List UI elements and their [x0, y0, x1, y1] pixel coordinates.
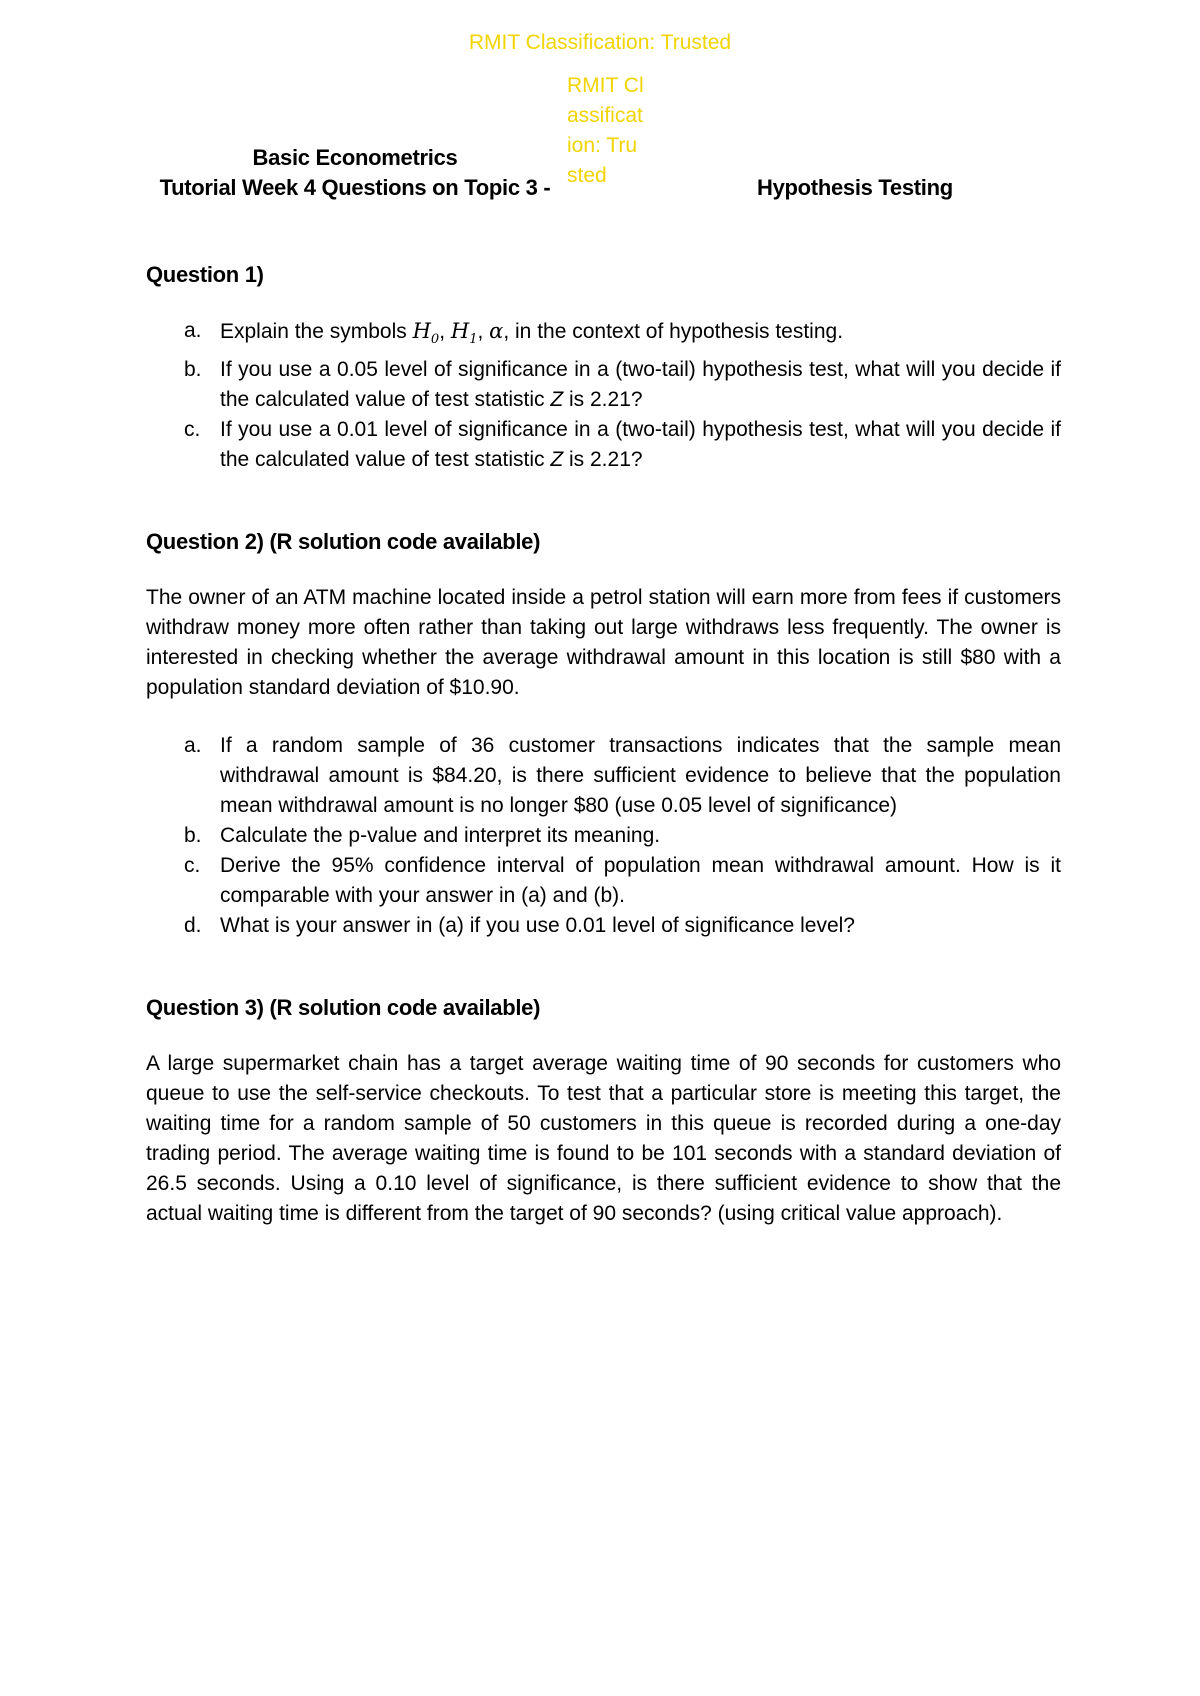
variable-z: Z — [550, 388, 564, 412]
document-body — [146, 260, 1061, 1229]
separator: , — [439, 320, 451, 343]
list-marker: b. — [184, 824, 202, 848]
tutorial-title: Tutorial Week 4 Questions on Topic 3 - — [159, 175, 551, 200]
symbol-h: H — [412, 319, 431, 343]
question-1-parts — [146, 316, 1061, 475]
document-title — [150, 143, 560, 203]
question-2 — [146, 527, 1061, 941]
list-marker: a. — [184, 319, 202, 342]
item-text: What is your answer in (a) if you use 0.01 level of significance level? — [220, 914, 855, 938]
item-text: is 2.21? — [563, 388, 643, 412]
question-2-heading: Question 2) (R solution code available) — [146, 529, 541, 555]
question-3 — [146, 993, 1061, 1229]
list-item — [146, 355, 1061, 415]
question-1-heading: Question 1) — [146, 262, 264, 287]
question-2-paragraph: The owner of an ATM machine located inside a petrol station will earn more from fees if customers withdraw money more often rather than taking out large withdraws less frequently. The owner is interested in checking whether the average withdrawal amount in this location is still $80 with a population standard deviation of $10.90. — [146, 586, 1061, 700]
list-item — [146, 731, 1061, 821]
list-marker: b. — [184, 358, 202, 382]
list-marker: c. — [184, 418, 201, 442]
symbol-subscript: 1 — [469, 332, 478, 348]
question-3-paragraph: A large supermarket chain has a target average waiting time of 90 seconds for customers who queue to use the self-service checkouts. To test that a particular store is meeting this target, the waiting time for a random sample of 50 customers in this queue is recorded during a one-day trading period. The average waiting time is found to be 101 seconds with a standard deviation of 26.5 seconds. Using a 0.10 level of significance, is there sufficient evidence to show that the actual waiting time is different from the target of 90 seconds? (using critical value approach). — [146, 1052, 1061, 1226]
list-item — [146, 316, 1061, 355]
list-item — [146, 851, 1061, 911]
item-text: Explain the symbols — [220, 320, 413, 343]
item-text: If a random sample of 36 customer transactions indicates that the sample mean withdrawal amount is $84.20, is there sufficient evidence to believe that the population mean withdrawal amount is no longer $80 (use 0.05 level of significance) — [220, 734, 1061, 818]
item-text: If you use a 0.01 level of significance in a (two-tail) hypothesis test, what will you decide if the calculated value of test statistic — [220, 418, 1061, 472]
separator: , — [477, 320, 490, 343]
symbol-subscript: 0 — [430, 332, 440, 348]
classification-label-top: RMIT Classification: Trusted — [468, 31, 732, 54]
question-1 — [146, 260, 1061, 475]
list-item — [146, 911, 1061, 941]
list-marker: c. — [184, 854, 201, 878]
item-text: Calculate the p-value and interpret its meaning. — [220, 824, 661, 848]
classification-label-side: RMIT Classification: Trusted — [567, 74, 644, 187]
course-title: Basic Econometrics — [252, 145, 458, 170]
list-marker: a. — [184, 734, 202, 758]
topic-title: Hypothesis Testing — [757, 175, 953, 200]
symbol-alpha: α — [489, 319, 504, 343]
question-3-heading: Question 3) (R solution code available) — [146, 995, 541, 1021]
variable-z: Z — [550, 448, 564, 472]
list-item — [146, 821, 1061, 851]
list-marker: d. — [184, 914, 202, 938]
item-text: Derive the 95% confidence interval of population mean withdrawal amount. How is it comparable with your answer in (a) and (b). — [220, 854, 1061, 908]
question-2-parts — [146, 731, 1061, 941]
item-text: If you use a 0.05 level of significance in a (two-tail) hypothesis test, what will you decide if the calculated value of test statistic — [220, 358, 1061, 412]
item-text: , in the context of hypothesis testing. — [503, 320, 844, 343]
item-text: is 2.21? — [563, 448, 643, 472]
symbol-h: H — [450, 319, 470, 343]
list-item — [146, 415, 1061, 475]
